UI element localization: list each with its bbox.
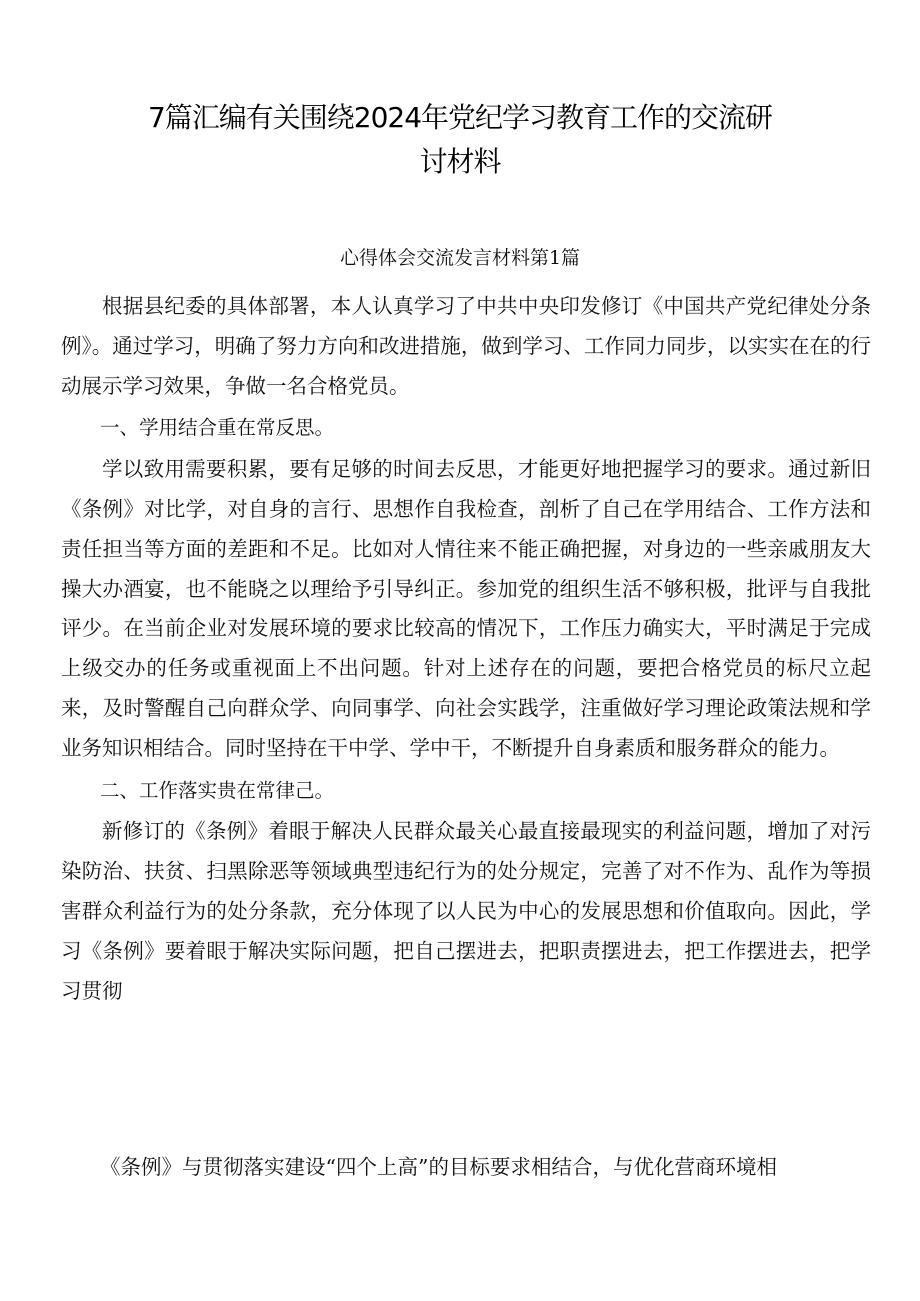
document-title [60, 96, 860, 184]
title-line-2: 讨材料 [419, 145, 501, 178]
paragraph-intro: 根据县纪委的具体部署，本人认真学习了中共中央印发修订《中国共产党纪律处分条例》。通过学习，明确了努力方向和改进措施，做到学习、工作同力同步，以实实在在的行动展示学习效果，争做一名合格党员。 [61, 294, 871, 398]
document-body [61, 287, 871, 1011]
heading-section-2: 二、工作落实贵在常律己。 [100, 778, 335, 802]
section-subtitle: 心得体会交流发言材料第1篇 [339, 247, 581, 269]
title-line-1: 7篇汇编有关围绕2024年党纪学习教育工作的交流研 [147, 101, 773, 134]
paragraph-section-2: 新修订的《条例》着眼于解决人民群众最关心最直接最现实的利益问题，增加了对污染防治、扶贫、扫黑除恶等领域典型违纪行为的处分规定，完善了对不作为、乱作为等损害群众利益行为的处分条款，充分体现了以人民为中心的发展思想和价值取向。因此，学习《条例》要着眼于解决实际问题，把自己摆进去，把职责摆进去，把工作摆进去，把学习贯彻 [61, 819, 871, 1003]
paragraph-section-1: 学以致用需要积累，要有足够的时间去反思，才能更好地把握学习的要求。通过新旧《条例》对比学，对自身的言行、思想作自我检查，剖析了自己在学用结合、工作方法和责任担当等方面的差距和不足。比如对人情往来不能正确把握，对身边的一些亲戚朋友大操大办酒宴，也不能晓之以理给予引导纠正。参加党的组织生活不够积极，批评与自我批评少。在当前企业对发展环境的要求比较高的情况下，工作压力确实大，平时满足于完成上级交办的任务或重视面上不出问题。针对上述存在的问题，要把合格党员的标尺立起来，及时警醒自己向群众学、向同事学、向社会实践学，注重做好学习理论政策法规和学业务知识相结合。同时坚持在干中学、学中干，不断提升自身素质和服务群众的能力。 [61, 457, 871, 760]
continuation-line: 《条例》与贯彻落实建设“四个上高”的目标要求相结合，与优化营商环境相 [100, 1155, 777, 1179]
heading-section-1: 一、学用结合重在常反思。 [100, 416, 335, 440]
